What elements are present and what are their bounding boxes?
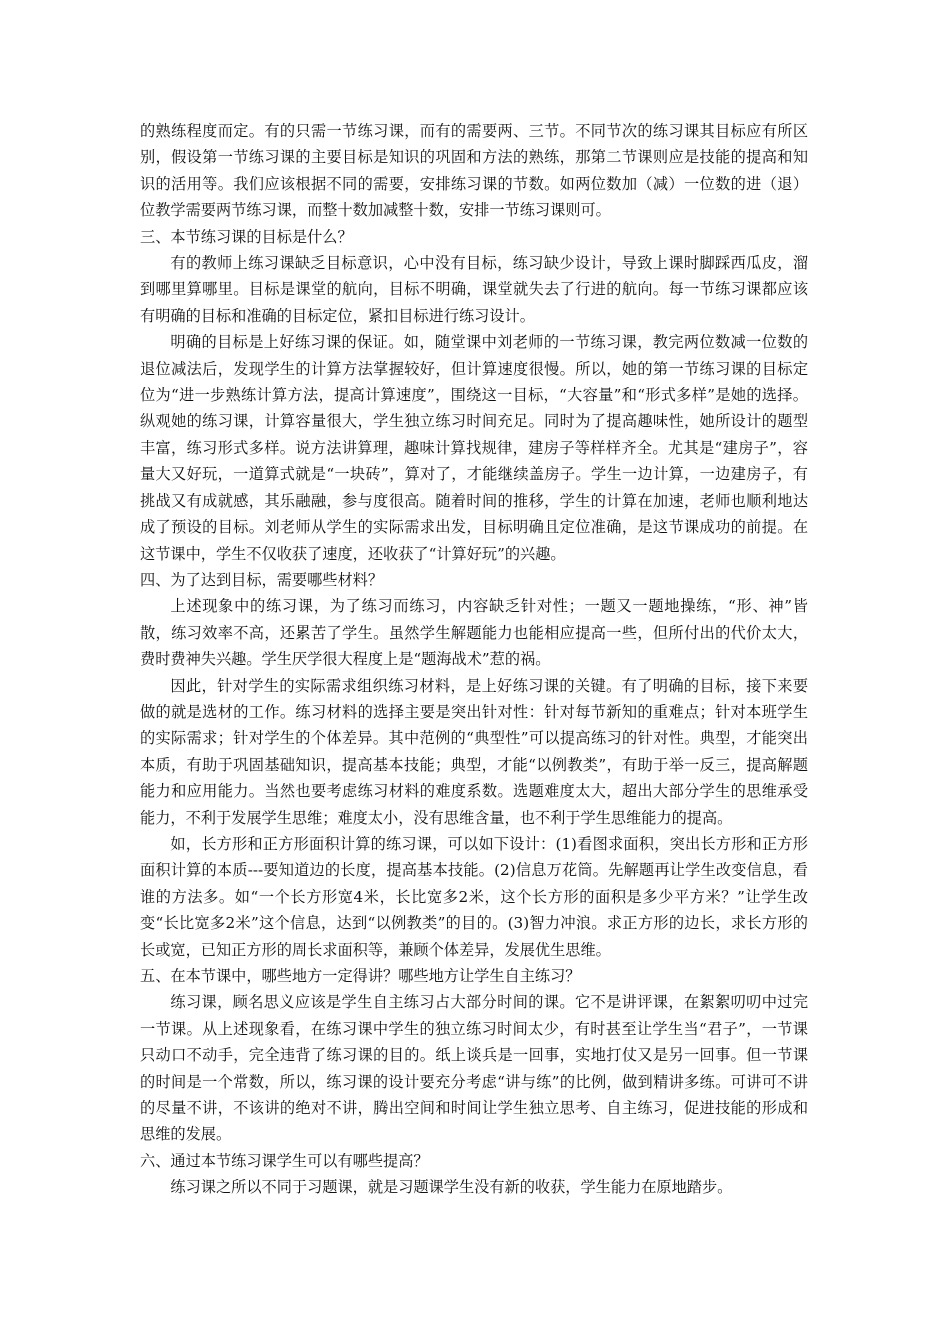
body-paragraph: 上述现象中的练习课，为了练习而练习，内容缺乏针对性；一题又一题地操练，“形、神”皆散，练习效率不高，还累苦了学生。虽然学生解题能力也能相应提高一些，但所付出的代价太大，费时费神失兴趣。学生厌学很大程度上是“题海战术”惹的祸。 [140,597,808,669]
section-heading-6: 六、通过本节练习课学生可以有哪些提高？ [140,1151,429,1170]
section-heading-3: 三、本节练习课的目标是什么？ [140,227,353,246]
body-paragraph: 因此，针对学生的实际需求组织练习材料，是上好练习课的关键。有了明确的目标，接下来要做的就是选材的工作。练习材料的选择主要是突出针对性：针对每节新知的重难点；针对本班学生的实际需求；针对学生的个体差异。其中范例的“典型性”可以提高练习的针对性。典型，才能突出本质，有助于巩固基础知识，提高基本技能；典型，才能“以例教类”，有助于举一反三，提高解题能力和应用能力。当然也要考虑练习材料的难度系数。选题难度太大，超出大部分学生的思维承受能力，不利于发展学生思维；难度太小，没有思维含量，也不利于学生思维能力的提高。 [140,676,808,827]
section-heading-4: 四、为了达到目标，需要哪些材料？ [140,570,383,589]
body-paragraph: 练习课之所以不同于习题课，就是习题课学生没有新的收获，学生能力在原地踏步。 [170,1178,733,1197]
body-paragraph: 明确的目标是上好练习课的保证。如，随堂课中刘老师的一节练习课，教完两位数减一位数的退位减法后，发现学生的计算方法掌握较好，但计算速度很慢。所以，她的第一节练习课的目标定位为“进一步熟练计算方法，提高计算速度”，围绕这一目标，“大容量”和“形式多样”是她的选择。纵观她的练习课，计算容量很大，学生独立练习时间充足。同时为了提高趣味性，她所设计的题型丰富，练习形式多样。说方法讲算理，趣味计算找规律，建房子等样样齐全。尤其是“建房子”，容量大又好玩，一道算式就是“一块砖”，算对了，才能继续盖房子。学生一边计算，一边建房子，有挑战又有成就感，其乐融融，参与度很高。随着时间的推移，学生的计算在加速，老师也顺利地达成了预设的目标。刘老师从学生的实际需求出发，目标明确且定位准确，是这节课成功的前提。在这节课中，学生不仅收获了速度，还收获了“计算好玩”的兴趣。 [140,333,808,563]
paragraph-continuation: 的熟练程度而定。有的只需一节练习课，而有的需要两、三节。不同节次的练习课其目标应有所区别，假设第一节练习课的主要目标是知识的巩固和方法的熟练，那第二节课则应是技能的提高和知识的活用等。我们应该根据不同的需要，安排练习课的节数。如两位数加（减）一位数的进（退）位教学需要两节练习课，而整十数加减整十数，安排一节练习课则可。 [140,122,808,220]
section-heading-5: 五、在本节课中，哪些地方一定得讲？哪些地方让学生自主练习？ [140,967,581,985]
body-paragraph: 练习课，顾名思义应该是学生自主练习占大部分时间的课。它不是讲评课，在絮絮叨叨中过完一节课。从上述现象看，在练习课中学生的独立练习时间太少，有时甚至让学生当“君子”，一节课只动口不动手，完全违背了练习课的目的。纸上谈兵是一回事，实地打仗又是另一回事。但一节课的时间是一个常数，所以，练习课的设计要充分考虑“讲与练”的比例，做到精讲多练。可讲可不讲的尽量不讲，不该讲的绝对不讲，腾出空间和时间让学生独立思考、自主练习，促进技能的形成和思维的发展。 [140,993,808,1144]
body-paragraph: 有的教师上练习课缺乏目标意识，心中没有目标，练习缺少设计，导致上课时脚踩西瓜皮，溜到哪里算哪里。目标是课堂的航向，目标不明确，课堂就失去了行进的航向。每一节练习课都应该有明确的目标和准确的目标定位，紧扣目标进行练习设计。 [140,254,808,325]
document-page [140,118,808,1201]
body-paragraph: 如，长方形和正方形面积计算的练习课，可以如下设计：(1)看图求面积，突出长方形和正方形面积计算的本质---要知道边的长度，提高基本技能。(2)信息万花筒。先解题再让学生改变信息，看谁的方法多。如“一个长方形宽4米，长比宽多2米，这个长方形的面积是多少平方米？”让学生改变“长比宽多2米”这个信息，达到“以例教类”的目的。(3)智力冲浪。求正方形的边长，求长方形的长或宽，已知正方形的周长求面积等，兼顾个体差异，发展优生思维。 [140,834,808,959]
